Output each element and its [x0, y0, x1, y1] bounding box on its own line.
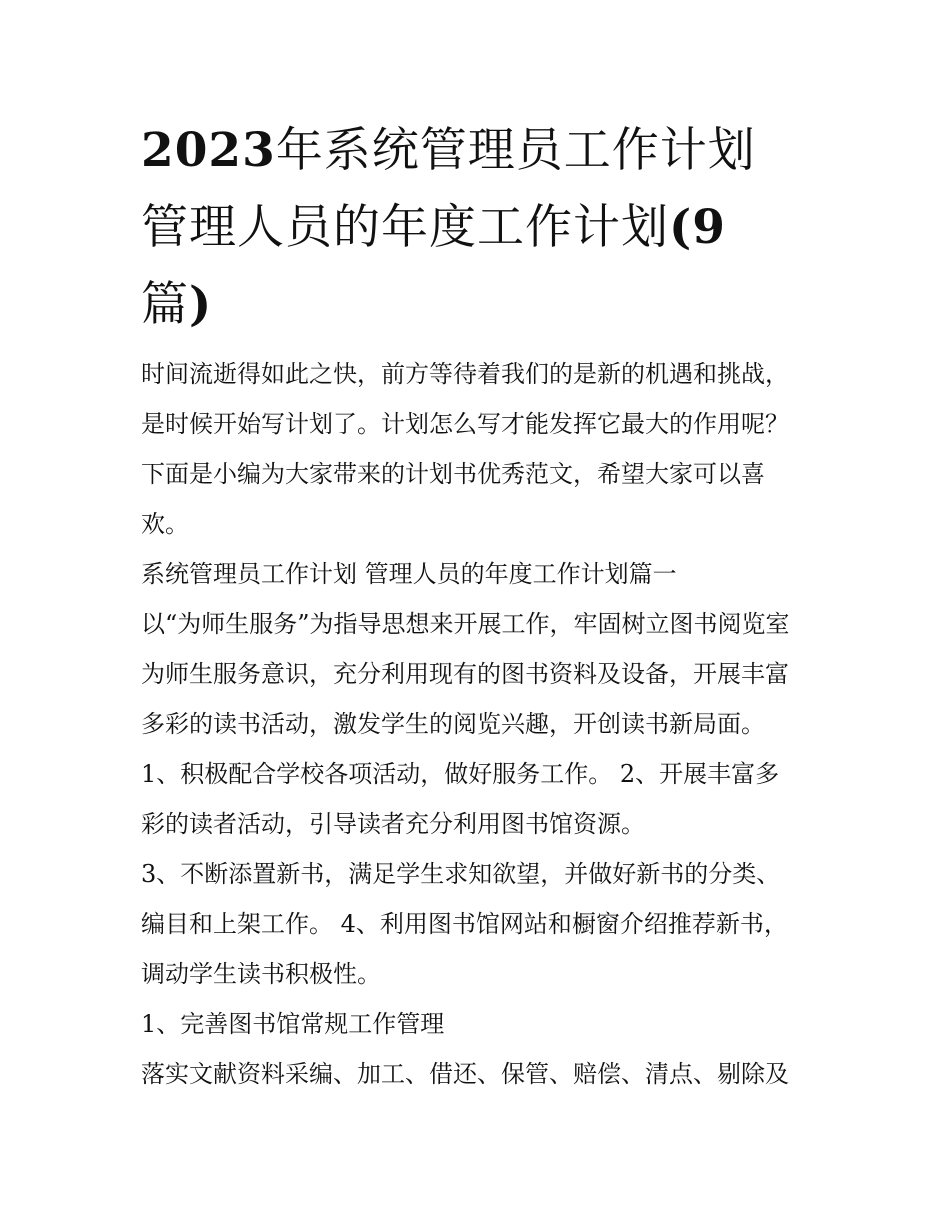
text-line: 是时候开始写计划了。计划怎么写才能发挥它最大的作用呢？	[141, 410, 789, 438]
text-line: 为师生服务意识，充分利用现有的图书资料及设备，开展丰富	[141, 660, 789, 688]
text-line: 调动学生读书积极性。	[141, 960, 381, 988]
text-line: 时间流逝得如此之快，前方等待着我们的是新的机遇和挑战，	[141, 360, 789, 388]
items-paragraph-b	[141, 849, 821, 999]
text-line: 以“为师生服务”为指导思想来开展工作，牢固树立图书阅览室	[141, 610, 790, 638]
title-line-3	[141, 266, 821, 343]
title-line-1-text: 年系统管理员工作计划	[275, 123, 756, 178]
text-line: 3、不断添置新书，满足学生求知欲望，并做好新书的分类、	[141, 860, 781, 888]
section-heading: 系统管理员工作计划 管理人员的年度工作计划篇一	[141, 560, 677, 588]
text-line: 欢。	[141, 510, 189, 538]
document-body	[141, 349, 821, 1099]
text-line: 下面是小编为大家带来的计划书优秀范文，希望大家可以喜	[141, 460, 765, 488]
title-line-1	[141, 112, 821, 189]
section-intro-paragraph	[141, 599, 821, 749]
document-title	[141, 112, 821, 343]
title-line-3-text: 篇	[141, 277, 189, 332]
text-line: 1、积极配合学校各项活动，做好服务工作。 2、开展丰富多	[141, 760, 780, 788]
intro-paragraph	[141, 349, 821, 549]
document-page	[141, 112, 821, 1099]
title-line-2-paren: (9	[669, 200, 726, 255]
text-line: 落实文献资料采编、加工、借还、保管、赔偿、清点、剔除及	[141, 1060, 789, 1088]
title-line-3-paren: )	[189, 277, 213, 332]
last-paragraph	[141, 1049, 821, 1099]
title-year: 2023	[141, 123, 276, 178]
text-line: 多彩的读书活动，激发学生的阅览兴趣，开创读书新局面。	[141, 710, 765, 738]
title-line-2-text: 管理人员的年度工作计划	[141, 200, 669, 255]
items-paragraph-a	[141, 749, 821, 849]
subheading: 1、完善图书馆常规工作管理	[141, 1010, 445, 1038]
text-line: 彩的读者活动，引导读者充分利用图书馆资源。	[141, 810, 645, 838]
text-line: 编目和上架工作。 4、利用图书馆网站和橱窗介绍推荐新书，	[141, 910, 788, 938]
title-line-2	[141, 189, 821, 266]
